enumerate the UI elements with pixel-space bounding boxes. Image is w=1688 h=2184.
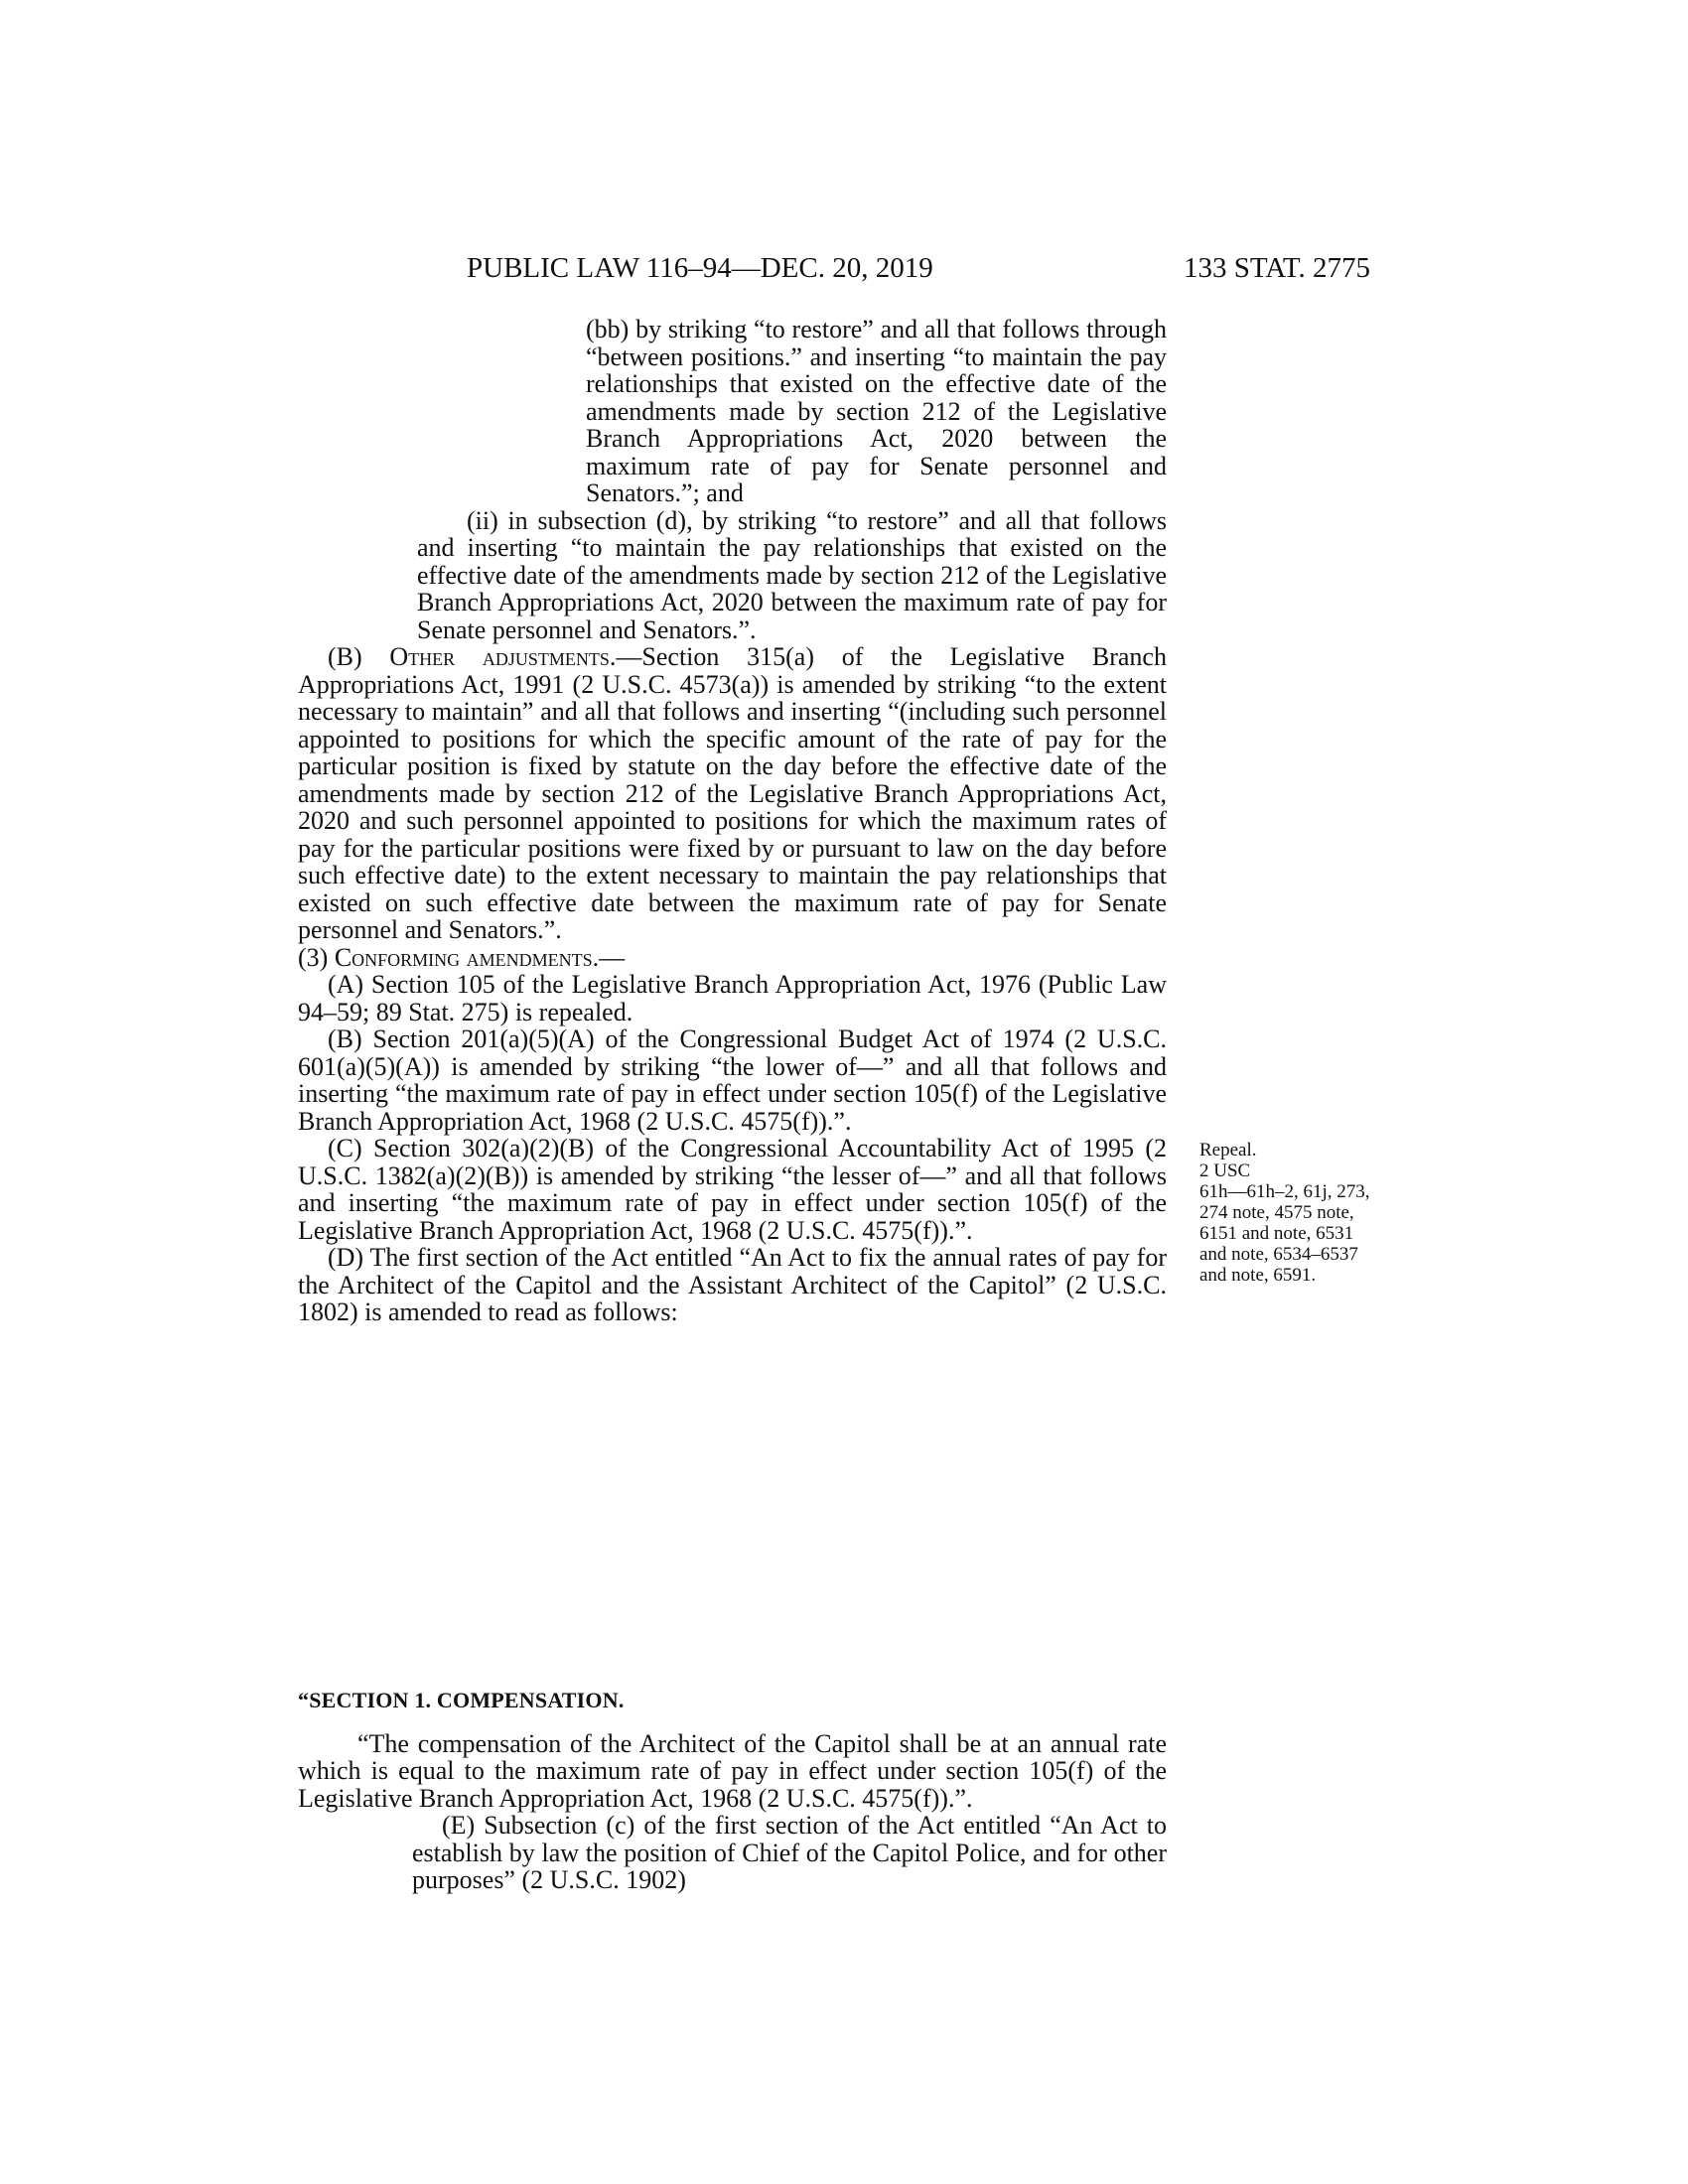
margin-note-usc-label: 2 USC bbox=[1199, 1160, 1251, 1181]
subparagraph-A: (A) Section 105 of the Legislative Branch Appropriation Act, 1976 (Public Law 94–59; 89 Stat. 275) is repealed. bbox=[298, 970, 1167, 1026]
quoted-section bbox=[298, 1673, 1167, 1894]
subparagraph-B-text: Section 315(a) of the Legislative Branch Appropriations Act, 1991 (2 U.S.C. 4573(a)) is amended by striking “to the extent necessary to maintain” and all that follows and inserting “(including such personnel appointed to positions for which the specific amount of the rate of pay for the particular position is fixed by statute on the day before the effective date of the amendments made by section 212 of the Legislative Branch Appropriations Act, 2020 and such personnel appointed to positions for which the maximum rates of pay for the particular positions were fixed by or pursuant to law on the day before such effective date) to the extent necessary to maintain the pay relationships that existed on such effective date between the maximum rate of pay for Senate personnel and Senators.”. bbox=[298, 642, 1167, 944]
margin-note-repeal: Repeal. bbox=[1199, 1140, 1257, 1160]
subparagraph-B-heading: (B) Other adjustments.— bbox=[328, 642, 642, 671]
subparagraph-B-other-adjustments bbox=[298, 643, 1167, 944]
subparagraph-E: (E) Subsection (c) of the first section of the Act entitled “An Act to establish by law the position of Chief of the Capitol Police, and for other purposes” (2 U.S.C. 1902) bbox=[412, 1811, 1167, 1894]
document-body bbox=[298, 316, 1167, 1326]
compensation-text: “The compensation of the Architect of the Capitol shall be at an annual rate which is equal to the maximum rate of pay in effect under section 105(f) of the Legislative Branch Appropriation Act, 1968 (2 U.S.C. 4575(f)).”. bbox=[298, 1728, 1167, 1813]
subparagraph-B: (B) Section 201(a)(5)(A) of the Congressional Budget Act of 1974 (2 U.S.C. 601(a)(5)(A)) is amended by striking “the lower of—” and all that follows and inserting “the maximum rate of pay in effect under section 105(f) of the Legislative Branch Appropriation Act, 1968 (2 U.S.C. 4575(f)).”. bbox=[298, 1024, 1167, 1136]
paragraph-3-heading bbox=[298, 944, 1167, 972]
paragraph-3-heading-text: (3) Conforming amendments.— bbox=[298, 942, 626, 972]
margin-note-usc-sections: 61h—61h–2, 61j, 273, 274 note, 4575 note, 6151 and note, 6531 and note, 6534–6537 and note, 6591. bbox=[1199, 1181, 1370, 1286]
header-stat-page: 133 STAT. 2775 bbox=[1183, 252, 1370, 284]
subparagraph-C: (C) Section 302(a)(2)(B) of the Congressional Accountability Act of 1995 (2 U.S.C. 1382(a)(2)(B)) is amended by striking “the lesser of—” and all that follows and inserting “the maximum rate of pay in effect under section 105(f) of the Legislative Branch Appropriation Act, 1968 (2 U.S.C. 4575(f)).”. bbox=[298, 1134, 1167, 1245]
clause-bb: (bb) by striking “to restore” and all that follows through “between positions.” and inserting “to maintain the pay relationships that existed on the effective date of the amendments made by section 212 of the Legislative Branch Appropriations Act, 2020 between the maximum rate of pay for Senate personnel and Senators.”; and bbox=[586, 315, 1167, 507]
page-header bbox=[467, 248, 1370, 288]
subparagraph-D: (D) The first section of the Act entitled “An Act to fix the annual rates of pay for the Architect of the Capitol and the Assistant Architect of the Capitol” (2 U.S.C. 1802) is amended to read as follows: bbox=[298, 1243, 1167, 1326]
header-law-citation: PUBLIC LAW 116–94—DEC. 20, 2019 bbox=[467, 252, 933, 284]
section-heading: “SECTION 1. COMPENSATION. bbox=[298, 1688, 625, 1712]
margin-note bbox=[1199, 1140, 1373, 1286]
clause-ii: (ii) in subsection (d), by striking “to restore” and all that follows and inserting “to maintain the pay relationships that existed on the effective date of the amendments made by section 212 of the Legislative Branch Appropriations Act, 2020 between the maximum rate of pay for Senate personnel and Senators.”. bbox=[417, 505, 1167, 644]
